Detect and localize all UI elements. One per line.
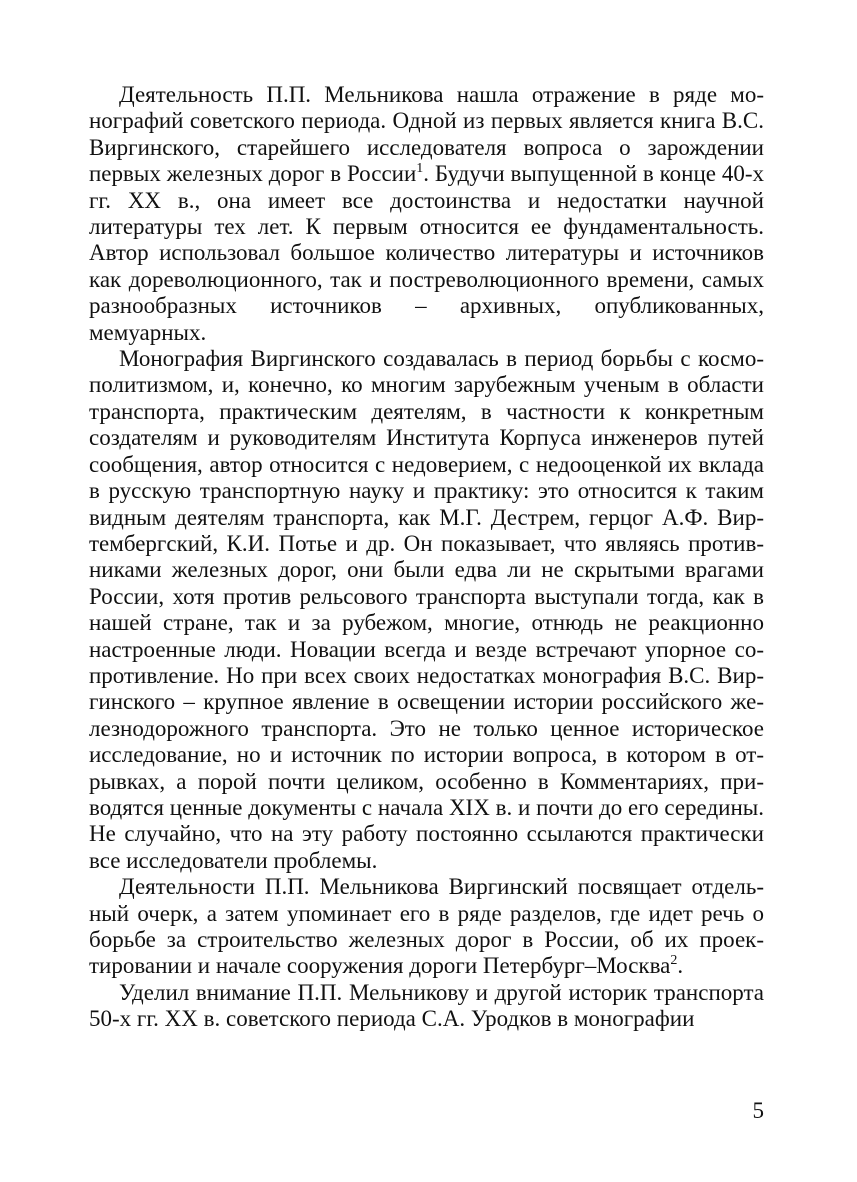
page-number: 5 xyxy=(752,1098,764,1123)
paragraph-1 xyxy=(89,82,764,346)
footnote-marker-2[interactable]: 2 xyxy=(670,953,678,969)
paragraph-2-text: Монография Виргинского создавалась в период борьбы с космополитизмом, и, конечно, ко многим зарубежным ученым в области транспорта, практическим деятелям, в частности к конкретным создателям и руководителям Института Корпуса инженеров путей сообщения, автор относится с недоверием, с недооценкой их вклада в русскую транспортную науку и практику: это относится к таким видным деятелям транспорта, как М.Г. Дестрем, герцог А.Ф. Виртембергский, К.И. Потье и др. Он показывает, что являясь противниками железных дорог, они были едва ли не скрытыми врагами России, хотя против рельсового транспорта выступали тогда, как в нашей стране, так и за рубежом, многие, отнюдь не реакционно настроенные люди. Новации всегда и везде встречают упорное сопротивление. Но при всех своих недостатках монография В.С. Виргинского – крупное явление в освещении истории российского железнодорожного транспорта. Это не только ценное историческое исследование, но и источник по истории вопроса, в котором в отрывках, а порой почти целиком, особенно в Комментариях, приводятся ценные документы с начала XIX в. и почти до его середины. Не случайно, что на эту работу постоянно ссылаются практически все исследователи проблемы. xyxy=(89,346,764,873)
paragraph-1-text: Деятельность П.П. Мельникова нашла отражение в ряде монографий советского периода. Одной из первых является книга В.С. Виргинского, старейшего исследователя вопроса о зарождении первых железных дорог в России xyxy=(89,82,764,187)
paragraph-3 xyxy=(89,874,764,980)
paragraph-3-text: Деятельности П.П. Мельникова Виргинский посвящает отдельный очерк, а затем упоминает его в ряде разделов, где идет речь о борьбе за строительство железных дорог в России, об их проектировании и начале сооружения дороги Петербург–Москва xyxy=(89,874,764,979)
page-body xyxy=(89,82,764,1033)
paragraph-4 xyxy=(89,980,764,1033)
paragraph-1-tail: . Будучи выпущенной в конце 40-х гг. XX в., она имеет все достоинства и недостатки научной литературы тех лет. К первым относится ее фундаментальность. Автор использовал большое количество литературы и источников как дореволюционного, так и постреволюционного времени, самых разнообразных источников – архивных, опубликованных, мемуарных. xyxy=(89,161,764,345)
paragraph-2 xyxy=(89,346,764,874)
footnote-marker-1[interactable]: 1 xyxy=(416,161,424,177)
paragraph-4-text: Уделил внимание П.П. Мельникову и другой историк транспорта 50-х гг. XX в. советского периода С.А. Уродков в монографии xyxy=(89,979,764,1032)
paragraph-3-tail: . xyxy=(677,953,684,979)
